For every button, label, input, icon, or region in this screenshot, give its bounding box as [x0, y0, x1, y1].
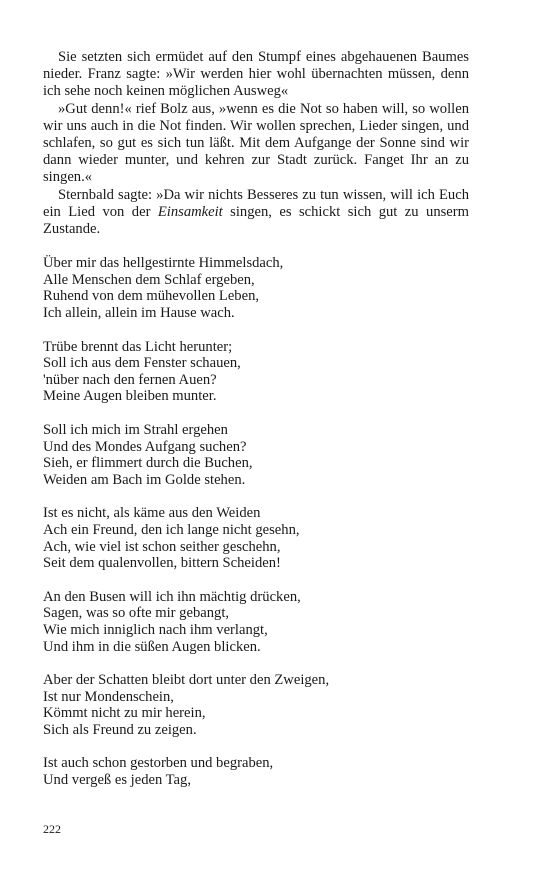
paragraph: »Gut denn!« rief Bolz aus, »wenn es die Not so haben will, so wollen wir uns auch in die Not finden. Wir wollen sprechen, Lieder singen, und schlafen, so gut es sich tun läßt. Mit dem Aufgange der Sonne sind wir dann wieder munter, und kehren zur Stadt zurück. Fanget Ihr an zu singen.« — [43, 100, 469, 186]
poem-line: Kömmt nicht zu mir herein, — [43, 705, 206, 722]
poem-line: Ist nur Mondenschein, — [43, 688, 174, 705]
poem-line: Sieh, er flimmert durch die Buchen, — [43, 455, 253, 472]
poem-line: Meine Augen bleiben munter. — [43, 388, 217, 405]
poem-line: Ist es nicht, als käme aus den Weiden — [43, 505, 261, 522]
poem-line: Ruhend von dem mühevollen Leben, — [43, 288, 260, 305]
poem-line: Alle Menschen dem Schlaf ergeben, — [43, 271, 255, 288]
page-number: 222 — [43, 822, 61, 836]
paragraph-text: singen, es schickt sich gut zu unserm Zustande. — [43, 203, 469, 238]
poem-line: Trübe brennt das Licht herunter; — [43, 338, 233, 355]
book-page — [43, 49, 469, 806]
poem-line: Ach ein Freund, den ich lange nicht gesehn, — [43, 521, 300, 538]
poem-line: Und des Mondes Aufgang suchen? — [43, 438, 247, 455]
paragraph — [43, 187, 469, 239]
paragraph: Sie setzten sich ermüdet auf den Stumpf eines abgehauenen Baumes nieder. Franz sagte: »Wir werden hier wohl übernachten müssen, denn ich sehe noch keinen möglichen Ausweg« — [43, 49, 469, 100]
poem-line: Soll ich aus dem Fenster schauen, — [43, 355, 241, 372]
poem-line: Und vergeß es jeden Tag, — [43, 772, 191, 789]
emphasized-word: Einsamkeit — [157, 203, 223, 220]
poem-line: Ach, wie viel ist schon seither geschehn, — [43, 538, 281, 555]
poem-stanza — [43, 755, 469, 788]
poem-stanza — [43, 422, 469, 488]
poem-line: Und ihm in die süßen Augen blicken. — [43, 638, 261, 655]
poem-line: An den Busen will ich ihn mächtig drücken, — [43, 588, 301, 605]
poem-stanza — [43, 255, 469, 321]
poem-stanza — [43, 339, 469, 405]
poem-line: Wie mich inniglich nach ihm verlangt, — [43, 621, 268, 638]
poem-stanza — [43, 505, 469, 571]
poem-line: Weiden am Bach im Golde stehen. — [43, 471, 246, 488]
paragraph-text: Sternbald sagte: »Da wir nichts Besseres zu tun wissen, will ich Euch ein Lied von der — [43, 186, 469, 220]
poem-line: Sagen, was so ofte mir gebangt, — [43, 605, 230, 622]
poem-stanza — [43, 672, 469, 738]
poem-line: Seit dem qualenvollen, bittern Scheiden! — [43, 555, 281, 572]
poem-line: Über mir das hellgestirnte Himmelsdach, — [43, 255, 284, 272]
poem-line: 'nüber nach den fernen Auen? — [43, 371, 217, 388]
poem-line: Aber der Schatten bleibt dort unter den Zweigen, — [43, 672, 330, 689]
prose-section — [43, 49, 469, 238]
poem-stanza — [43, 589, 469, 655]
poem-line: Ist auch schon gestorben und begraben, — [43, 755, 274, 772]
poem-line: Soll ich mich im Strahl ergehen — [43, 421, 228, 438]
poem-line: Sich als Freund zu zeigen. — [43, 721, 197, 738]
poem-line: Ich allein, allein im Hause wach. — [43, 305, 235, 322]
poem — [43, 255, 469, 788]
